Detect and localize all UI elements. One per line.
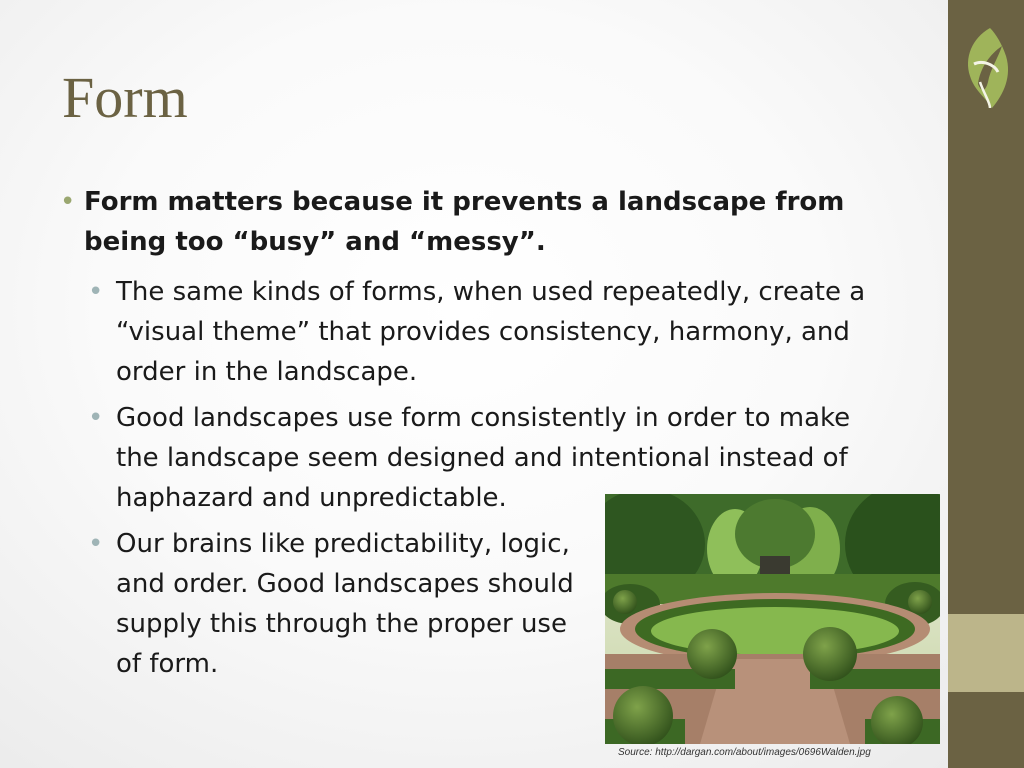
bullet-dot: • xyxy=(88,277,104,307)
main-bullet xyxy=(60,182,900,262)
garden-photo xyxy=(605,494,940,744)
sub-bullet-text: Our brains like predictability, logic, and order. Good landscapes should supply this through the proper use of form. xyxy=(116,529,574,679)
bullet-dot: • xyxy=(88,403,104,433)
sub-bullet xyxy=(60,272,900,392)
bullet-dot: • xyxy=(60,187,76,217)
slide-title: Form xyxy=(62,65,188,130)
leaf-seedling-logo-icon xyxy=(960,24,1016,114)
photo-source-caption: Source: http://dargan.com/about/images/0696Walden.jpg xyxy=(618,747,871,758)
main-bullet-text: Form matters because it prevents a landscape from being too “busy” and “messy”. xyxy=(84,187,845,257)
bullet-dot: • xyxy=(88,529,104,559)
sub-bullet-text: Good landscapes use form consistently in order to make the landscape seem designed and intentional instead of haphazard and unpredictable. xyxy=(116,403,851,513)
sub-bullet-text: The same kinds of forms, when used repeatedly, create a “visual theme” that provides consistency, harmony, and order in the landscape. xyxy=(116,277,866,387)
sidebar-accent-band xyxy=(948,614,1024,692)
sub-bullet xyxy=(60,524,580,684)
